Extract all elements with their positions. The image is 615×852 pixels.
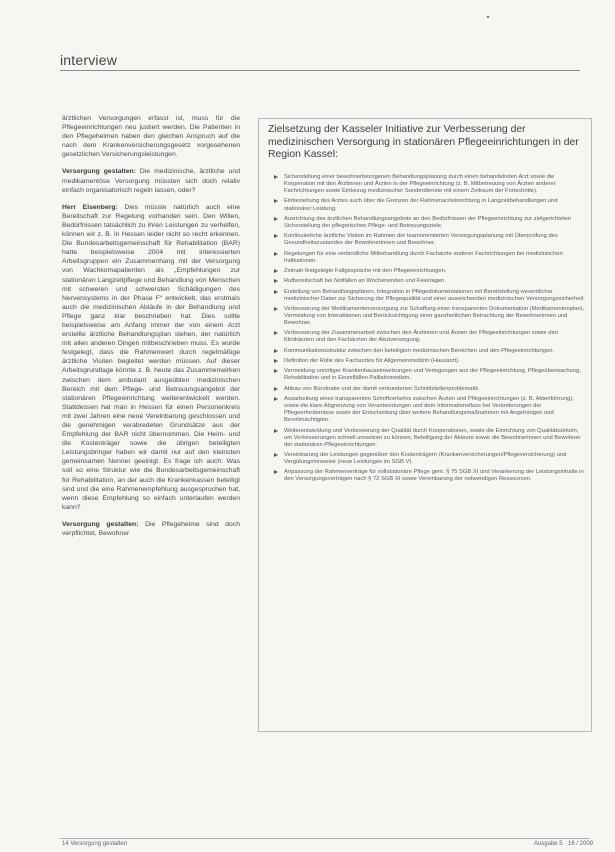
paragraph-text: Dies müsste natürlich auch eine Bereitschaft zur Regelung vorhanden sein. Den Willen, Bedürfnissen tatsächlich zu ihren Leistungen zu verhelfen, können wir z. B. in Hessen leider nicht so recht erkennen. Die Bundesarbeitsgemeinschaft für Rehabilitation (BAR) hatte beispielsweise 2004 mit interessierten Arbeitsgruppen ein Zusammenhang mit der Versorgung von Wachkomapatienten als „Empfehlungen zur stationären Langzeitpflege und Behandlung von Menschen mit schweren und schwersten Schädigungen des Nervensystems in der Phase F“ entwickelt, das erstmals auch die medizinischen Abläufe in der Behandlung und Pflege ganz klar beschrieben hat. Dies sollte beispielsweise am Anfang immer der von einem Arzt erstellte ärztliche Behandlungsplan stehen, der natürlich mit allen anderen Dingen mitbeschrieben muss. Es wurde festgelegt, dass die Rahmenwert durch regelmäßige ärztliche Visiten begleitet werden müssen. Auf dieser Arbeitsgrundlage könnte z. B. heute das Zusammenwirken zwischen dem ambulant ausgeübten medizinischen Bereich mit dem Pflege- und Betreuungsangebot der stationären Pflegeeinrichtung weiterentwickelt werden. Stattdessen hat man in Hessen für einen Personenkreis mit zwei Jahren eine neue Vereinbarung geschlossen und die genehmigen verabredeten Grundsätze aus der Empfehlung der BAR nicht übernommen. Die Heim- und die Kostenträger sowie die übrigen beteiligten Leistungsbringer haben wir damit nur auf den kleinsten gemeinsamen Nenner geeinigt. Es frage ich auch: Was soll so eine Struktur wie die Bundesarbeitsgemeinschaft für Rehabilitation, an der auch die Krankenkassen beteiligt sind und die eine Rahmenempfehlung ausgesprochen hat, wenn diese Empfehlung so einfach unterlaufen werden kann? <box>62 203 240 511</box>
list-item: Verbesserung der Zusammenarbeit zwischen den Ärztinnen und Ärzten der Pflegeeinrichtungen sowie den Klinikärzten und den Fachärzten der Akutversorgung. <box>274 330 586 344</box>
list-item: Kontinuierliche ärztliche Visiten im Rahmen der teamorientierten Versorgungsplanung mit Überprüfung des Gesundheitszustandes der Bewohnerinnen und Bewohner. <box>274 233 586 247</box>
print-mark <box>487 16 489 18</box>
speaker: Versorgung gestalten: <box>62 520 139 528</box>
paragraph-text: Die medizinische, ärztliche und medikamentöse Versorgung müssten sich doch relativ einfach organisatorisch regeln lassen, oder? <box>62 168 240 194</box>
triangle-bullet-icon <box>274 349 278 353</box>
list-item: Zeitnah festgelegte Fallgespräche mit den Pflegeeinrichtungen. <box>274 268 586 275</box>
list-item: Vermeidung unnötiger Krankenhauseinweisungen und Verlegungen aus der Pflegeeinrichtung, Pflegeüberwachung, Rehabilitation und in Einzelfällen Palliativmedizin. <box>274 368 586 382</box>
speaker: Herr Eisenberg: <box>62 203 118 211</box>
triangle-bullet-icon <box>274 175 278 179</box>
triangle-bullet-icon <box>274 397 278 401</box>
triangle-bullet-icon <box>274 307 278 311</box>
list-item: Sicherstellung einer bewohnerbezogenen Behandlungsplanung durch einen behandelnden Arzt sowie die Kooperation mit den Ärztinnen und Ärzten in der Pflegeeinrichtung (z. B. Mitbetreuung von Ärzten anderer Fachrichtungen sowie Einbezug medizinischer Sonderdienste mit einem Zeitraum der Fortschritte). <box>274 174 586 195</box>
list-item: Erstellung von Behandlungsplänen, Integration in Pflegedokumentationen mit Bereitstellung wesentlicher medizinischer Daten zur Sicherung der Pflegequalität und einer ausreichenden medizinischen Versorgungssicherheit. <box>274 289 586 303</box>
list-item: Verbesserung der Medikamentenversorgung zur Schaffung einer transparenten Dokumentation (Medikamentenplan), Vermeidung von Interaktionen und Berücksichtigung einer ganzheitlichen Betrachtung der Bewohnerinnen und Bewohner. <box>274 306 586 327</box>
triangle-bullet-icon <box>274 359 278 363</box>
list-item: Anpassung der Rahmenverträge für vollstationäre Pflege gem. § 75 SGB XI und Verankerung der Leistungsinhalte in den Versorgungsverträgen nach § 72 SGB XI sowie Vereinbarung der notwendigen Ressourcen. <box>274 469 586 483</box>
paragraph <box>62 114 240 159</box>
triangle-bullet-icon <box>274 217 278 221</box>
list-item: Kommunikationsstruktur zwischen den beteiligten medizinischen Bereichen und den Pflegeeinrichtungen. <box>274 348 586 355</box>
paragraph <box>62 520 240 538</box>
footer-issue-info: Ausgabe 5 · 16 / 2009 <box>533 841 593 847</box>
triangle-bullet-icon <box>274 453 278 457</box>
list-item: Ausarbeitung eines transparenten Schriftverkehrs zwischen Ärzten und Pflegeeinrichtungen (z. B. Aktenführung), sowie die klare Abgrenzung von Verantwortungen und dem Informationsfluss bei Veränderungen der Pflegeerfordernisse sowie der Entscheidung über weitere Behandlungsmaßnahmen mit Angehörigen und Bevollmächtigten. <box>274 396 586 424</box>
paragraph <box>62 203 240 512</box>
triangle-bullet-icon <box>274 279 278 283</box>
info-box-title: Zielsetzung der Kasseler Initiative zur Verbesserung der medizinischen Versorgung in stationären Pflegeeinrichtungen in der Region Kassel: <box>268 124 579 161</box>
triangle-bullet-icon <box>274 429 278 433</box>
paragraph-text: Die Pflegeheime sind doch verpflichtet, Bewohner <box>62 520 241 538</box>
triangle-bullet-icon <box>274 290 278 294</box>
header-rule <box>60 70 580 71</box>
list-item: Abbau von Bürokratie und der damit verbundenen Schnittstellenproblematik. <box>274 386 586 393</box>
triangle-bullet-icon <box>274 234 278 238</box>
list-item: Rufbereitschaft bei Notfällen an Wochenenden und Feiertagen. <box>274 278 586 285</box>
triangle-bullet-icon <box>274 331 278 335</box>
triangle-bullet-icon <box>274 199 278 203</box>
triangle-bullet-icon <box>274 269 278 273</box>
paragraph-text: ärztlichen Versorgungen erfasst ist, muss für die Pflegeeinrichtungen neu justiert werden. Die Patienten in den Pflegeheimen haben den gleichen Anspruch auf die nach dem Krankenversicherungsgesetz vorgesehenen gesetzlichen Versicherungsleistungen. <box>62 115 240 159</box>
section-label: interview <box>60 52 118 68</box>
list-item: Regelungen für eine verbindliche Mitbehandlung durch Fachärzte anderer Fachrichtungen bei medizinischen Indikationen. <box>274 251 586 265</box>
interview-text-column <box>62 114 240 546</box>
list-item: Ausrichtung des ärztlichen Behandlungsangebots an den Bedürfnissen der Pflegeeinrichtung zur zielgerichteten Sicherstellung der pflegerischen Pflege- und Betreuungsziele. <box>274 216 586 230</box>
triangle-bullet-icon <box>274 252 278 256</box>
list-item: Einbeziehung des Arztes auch über die Grenzen der Rahmenarzteinrichtung in Langzeitbehandlungen und stationärer Leistung. <box>274 198 586 212</box>
list-item: Weiterentwicklung und Verbesserung der Qualität durch Kooperationen, sowie die Einrichtung von Qualitätszirkeln, um Verbesserungen schnell umsetzen zu können, Beteiligung der Akteure sowie die Bewohnerinnen und Bewohner der stationären Pflegeeinrichtungen. <box>274 428 586 449</box>
triangle-bullet-icon <box>274 470 278 474</box>
triangle-bullet-icon <box>274 369 278 373</box>
footer-rule <box>60 838 590 839</box>
paragraph <box>62 167 240 194</box>
footer-page-info: 14 Versorgung gestalten <box>62 841 128 847</box>
triangle-bullet-icon <box>274 387 278 391</box>
list-item: Definition der Rolle des Facharztes für Allgemeinmedizin (Hausarzt). <box>274 358 586 365</box>
list-item: Vereinbarung der Leistungen gegenüber den Kostenträgern (Krankenversicherungen/Pflegeversicherung) und Vergütungshinweise (neue Leistungen im SGB V). <box>274 452 586 466</box>
speaker: Versorgung gestalten: <box>62 168 136 176</box>
goal-list <box>274 174 586 487</box>
